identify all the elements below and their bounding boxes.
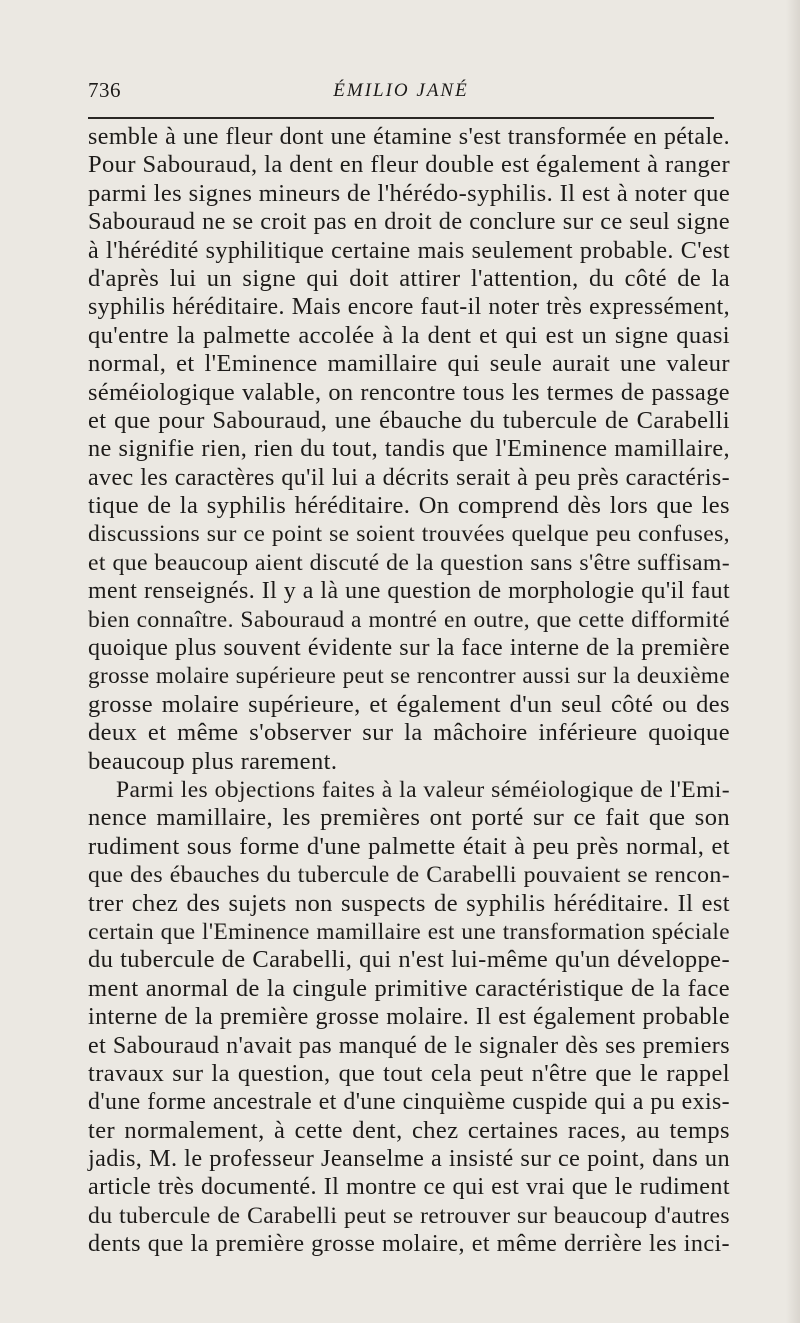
paragraph-1 xyxy=(88,123,730,776)
paragraph-2 xyxy=(88,776,730,1259)
text-line: ment anormal de la cingule primitive caractéristique de la face xyxy=(88,974,730,1002)
text-line: deux et même s'observer sur la mâchoire inférieure quoique xyxy=(88,719,730,747)
text-line: tique de la syphilis héréditaire. On comprend dès lors que les xyxy=(88,492,730,520)
text-line: Pour Sabouraud, la dent en fleur double est également à ranger xyxy=(88,151,730,179)
text-line: ter normalement, à cette dent, chez certaines races, au temps xyxy=(88,1116,730,1144)
text-line: et que beaucoup aient discuté de la question sans s'être suffisam- xyxy=(88,549,730,576)
text-line: qu'entre la palmette accolée à la dent et qui est un signe quasi xyxy=(88,321,730,349)
text-line: du tubercule de Carabelli peut se retrouver sur beaucoup d'autres xyxy=(88,1202,730,1229)
text-line: du tubercule de Carabelli, qui n'est lui-même qu'un développe- xyxy=(88,946,730,974)
text-line: ne signifie rien, rien du tout, tandis que l'Eminence mamillaire, xyxy=(88,435,730,463)
text-line: bien connaître. Sabouraud a montré en outre, que cette difformité xyxy=(88,606,730,633)
text-line: Sabouraud ne se croit pas en droit de conclure sur ce seul signe xyxy=(88,208,730,236)
text-line: semble à une fleur dont une étamine s'est transformée en pétale. xyxy=(88,124,730,150)
text-line: syphilis héréditaire. Mais encore faut-il noter très expressément, xyxy=(88,294,730,321)
text-line: discussions sur ce point se soient trouvées quelque peu confuses, xyxy=(88,521,730,548)
header-rule xyxy=(88,117,714,119)
text-line: certain que l'Eminence mamillaire est une transformation spéciale xyxy=(88,918,730,945)
text-line: interne de la première grosse molaire. Il est également probable xyxy=(88,1004,730,1031)
text-line: d'après lui un signe qui doit attirer l'attention, du côté de la xyxy=(88,264,730,292)
text-line: à l'hérédité syphilitique certaine mais seulement probable. C'est xyxy=(88,237,730,264)
text-line: trer chez des sujets non suspects de syphilis héréditaire. Il est xyxy=(88,889,730,917)
text-line: beaucoup plus rarement. xyxy=(88,747,338,775)
text-line: travaux sur la question, que tout cela peut n'être que le rappel xyxy=(88,1059,730,1087)
text-line: avec les caractères qu'il lui a décrits serait à peu près caractéris- xyxy=(88,464,730,491)
text-line: parmi les signes mineurs de l'hérédo-syphilis. Il est à noter que xyxy=(88,179,731,207)
text-line: Parmi les objections faites à la valeur séméiologique de l'Emi- xyxy=(116,776,730,803)
page-header xyxy=(88,78,714,114)
text-line: grosse molaire supérieure peut se rencontrer aussi sur la deuxième xyxy=(88,663,730,690)
page-number: 736 xyxy=(88,78,121,102)
text-line: et Sabouraud n'avait pas manqué de le signaler dès ses premiers xyxy=(88,1032,730,1059)
text-line: nence mamillaire, les premières ont porté sur ce fait que son xyxy=(88,804,730,832)
text-line: jadis, M. le professeur Jeanselme a insisté sur ce point, dans un xyxy=(88,1145,730,1173)
text-line: ment renseignés. Il y a là une question de morphologie qu'il faut xyxy=(88,578,730,605)
text-line: quoique plus souvent évidente sur la face interne de la première xyxy=(88,635,730,662)
text-line: et que pour Sabouraud, une ébauche du tubercule de Carabelli xyxy=(88,406,730,434)
text-line: que des ébauches du tubercule de Carabelli pouvaient se rencon- xyxy=(88,862,730,889)
text-line: article très documenté. Il montre ce qui est vrai que le rudiment xyxy=(88,1173,730,1201)
text-line: séméiologique valable, on rencontre tous les termes de passage xyxy=(88,378,730,406)
text-line: grosse molaire supérieure, et également d'un seul côté ou des xyxy=(88,690,730,718)
body-text xyxy=(88,123,730,1259)
text-line: dents que la première grosse molaire, et même derrière les inci- xyxy=(88,1230,730,1258)
text-line: normal, et l'Eminence mamillaire qui seule aurait une valeur xyxy=(88,350,730,378)
running-title: ÉMILIO JANÉ xyxy=(333,80,469,101)
text-line: d'une forme ancestrale et d'une cinquième cuspide qui a pu exis- xyxy=(88,1089,730,1116)
text-line: rudiment sous forme d'une palmette était à peu près normal, et xyxy=(88,832,730,860)
